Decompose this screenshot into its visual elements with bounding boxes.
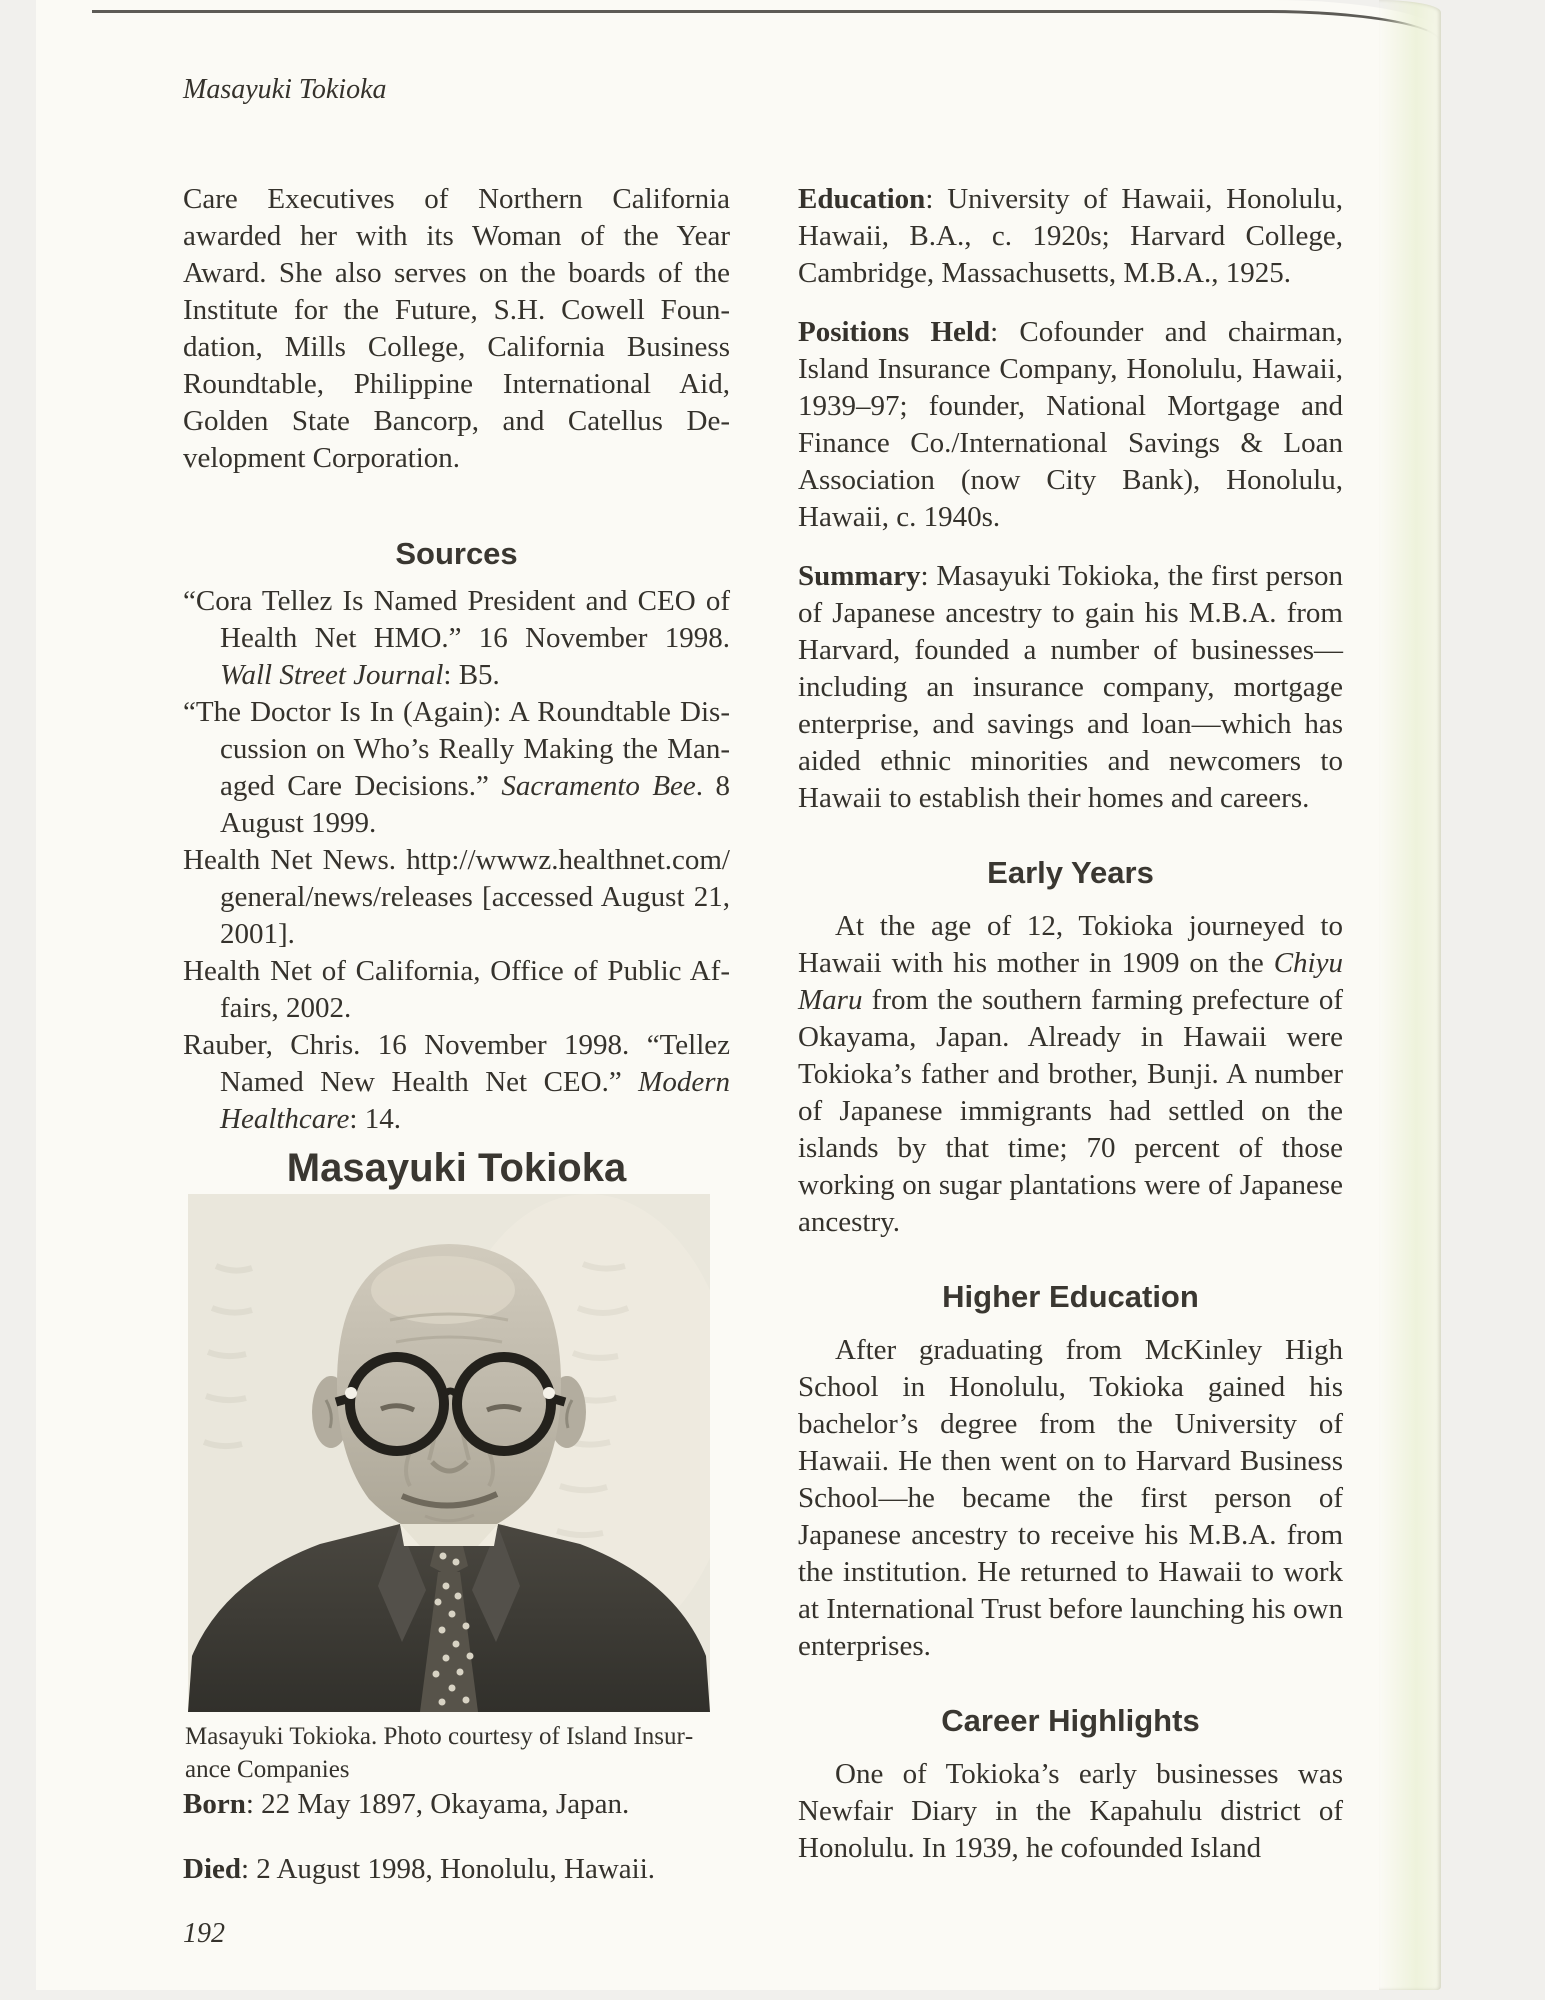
photo-caption: Masayuki Tokioka. Photo courtesy of Island Insurance Companies bbox=[185, 1723, 694, 1783]
source-entry: Health Net of California, Office of Public Affairs, 2002. bbox=[183, 955, 730, 1024]
page-curl-shading bbox=[1379, 0, 1441, 1990]
biography-section bbox=[798, 1277, 1343, 1665]
section-paragraph: After graduating from McKinley High School in Honolulu, Tokioka gained his bachelor’s degree from the University of Hawaii. He then went on to Harvard Business School—he became the first person of Japanese ancestry to receive his M.B.A. from the institution. He returned to Hawaii to work at International Trust before launching his own enterprises. bbox=[798, 1334, 1343, 1662]
source-entry: Rauber, Chris. 16 November 1998. “Tellez Named New Health Net CEO.” Modern Healthcare: 14. bbox=[183, 1029, 730, 1135]
page-top-edge-line bbox=[92, 10, 1441, 59]
right-column bbox=[798, 181, 1343, 1867]
source-entry: “The Doctor Is In (Again): A Roundtable Discussion on Who’s Really Making the Managed Care Decisions.” Sacramento Bee. 8 August 1999. bbox=[183, 696, 730, 839]
sources-heading: Sources bbox=[395, 536, 518, 571]
fact-paragraph bbox=[798, 181, 1343, 292]
book-page bbox=[36, 0, 1441, 1990]
fact-paragraph bbox=[798, 314, 1343, 536]
section-paragraph: One of Tokioka’s early businesses was Newfair Diary in the Kapahulu district of Honolulu. In 1939, he cofounded Island bbox=[798, 1758, 1343, 1864]
fact-text: : University of Hawaii, Honolulu, Hawaii, B.A., c. 1920s; Harvard College, Cambridge, Massachusetts, M.B.A., 1925. bbox=[798, 183, 1343, 289]
left-column bbox=[183, 181, 730, 1888]
section-heading: Early Years bbox=[987, 855, 1154, 890]
biography-section bbox=[798, 1701, 1343, 1867]
profile-title: Masayuki Tokioka bbox=[286, 1146, 627, 1190]
section-heading: Career Highlights bbox=[941, 1703, 1200, 1738]
portrait-photo-illustration bbox=[188, 1194, 710, 1712]
portrait-photo bbox=[188, 1194, 710, 1712]
source-entry: Health Net News. http://wwwz.healthnet.com/​general/news/releases [accessed August 21, 2001]. bbox=[183, 844, 730, 950]
fact-label: Positions Held bbox=[798, 316, 991, 348]
page-number: 192 bbox=[183, 1918, 225, 1949]
died-label: Died bbox=[183, 1853, 241, 1885]
fact-paragraph bbox=[798, 558, 1343, 817]
fact-list bbox=[798, 181, 1343, 817]
biography-section bbox=[798, 853, 1343, 1241]
sources-list bbox=[183, 583, 730, 1138]
section-heading: Higher Education bbox=[942, 1279, 1199, 1314]
source-entry: “Cora Tellez Is Named President and CEO of Health Net HMO.” 16 November 1998. Wall Street Journal: B5. bbox=[183, 585, 730, 691]
fact-label: Summary bbox=[798, 560, 921, 592]
section-paragraph: At the age of 12, Tokioka journeyed to Hawaii with his mother in 1909 on the Chiyu Maru from the southern farming prefecture of Okayama, Japan. Already in Hawaii were Tokioka’s father and brother, Bunji. A number of Japanese immigrants had settled on the islands by that time; 70 percent of those working on sugar plantations were of Japanese ancestry. bbox=[798, 910, 1343, 1238]
intro-paragraph: Care Executives of Northern California awarded her with its Woman of the Year Award. She also serves on the boards of the Institute for the Future, S.H. Cowell Foundation, Mills College, California Business Roundtable, Philippine International Aid, Golden State Bancorp, and Catellus Development Corporation. bbox=[183, 183, 730, 474]
born-line bbox=[183, 1786, 730, 1823]
fact-label: Education bbox=[798, 183, 926, 215]
died-line bbox=[183, 1851, 730, 1888]
born-label: Born bbox=[183, 1788, 246, 1820]
fact-text: : Cofounder and chairman, Island Insurance Company, Honolulu, Hawaii, 1939–97; founder, National Mortgage and Finance Co./International Savings & Loan Association (now City Bank), Honolulu, Hawaii, c. 1940s. bbox=[798, 316, 1343, 533]
born-value: : 22 May 1897, Okayama, Japan. bbox=[245, 1788, 630, 1820]
section-list bbox=[798, 853, 1343, 1867]
fact-text: : Masayuki Tokioka, the first person of Japanese ancestry to gain his M.B.A. from Harvard, founded a number of businesses—including an insurance company, mortgage enterprise, and savings and loan—which has aided ethnic minorities and newcomers to Hawaii to establish their homes and careers. bbox=[798, 560, 1343, 814]
running-header: Masayuki Tokioka bbox=[183, 74, 387, 105]
died-value: : 2 August 1998, Honolulu, Hawaii. bbox=[241, 1853, 656, 1885]
